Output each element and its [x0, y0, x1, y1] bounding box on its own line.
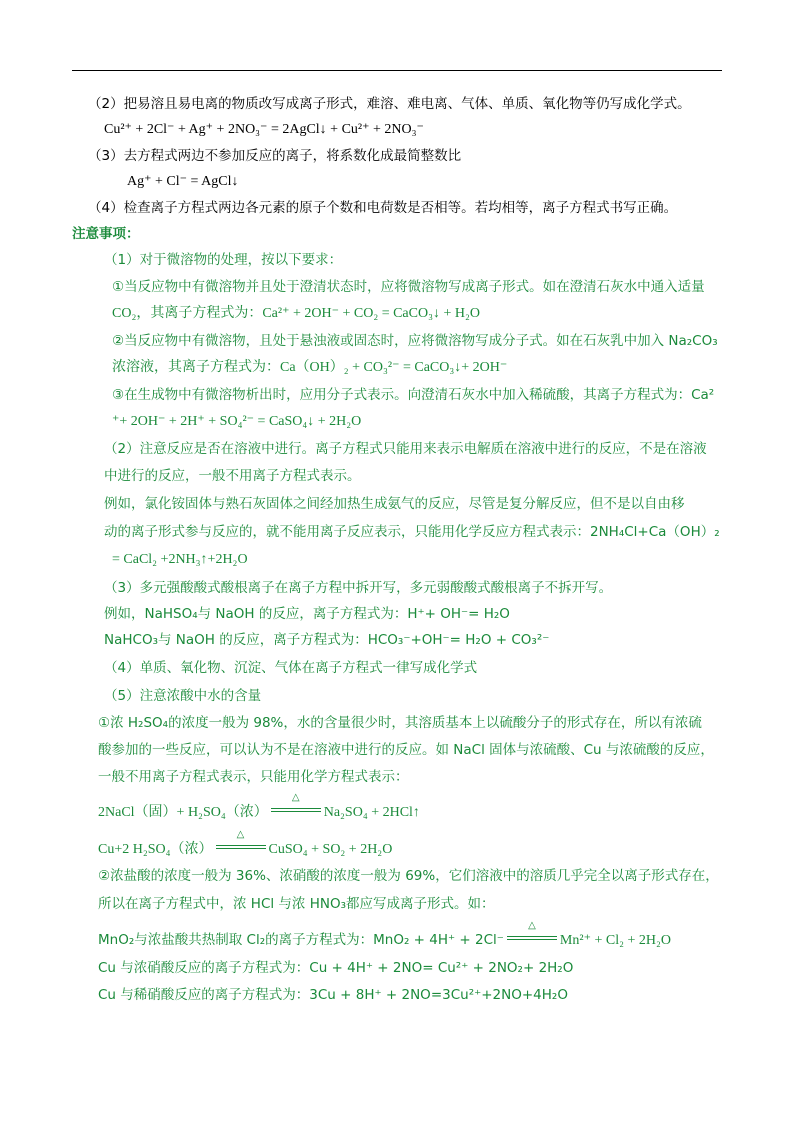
equation-mno2-hcl: [98, 920, 671, 951]
note-3-example-2: NaHCO₃与 NaOH 的反应，离子方程式为：HCO₃⁻+OH⁻= H₂O + CO₃²⁻: [104, 632, 550, 648]
equation-mno2-products: Mn²⁺ + Cl₂ + 2H₂O: [559, 933, 671, 948]
heat-symbol: △: [236, 829, 245, 840]
note-5-item-1: ①浓 H₂SO₄的浓度一般为 98%，水的含量很少时，其溶质基本上以硫酸分子的形式存在，所以有浓硫: [98, 715, 702, 731]
note-1-item-3-equation: ⁺+ 2OH⁻ + 2H⁺ + SO₄²⁻ = CaSO₄↓ + 2H₂O: [112, 414, 362, 429]
note-2-title: （2）注意反应是否在溶液中进行。离子方程式只能用来表示电解质在溶液中进行的反应，不是在溶液: [104, 441, 707, 457]
note-2-text: 中进行的反应，一般不用离子方程式表示。: [104, 468, 361, 484]
heat-condition-icon: [214, 829, 268, 855]
note-1-item-1: ①当反应物中有微溶物并且处于澄清状态时，应将微溶物写成离子形式。如在澄清石灰水中通入适量: [112, 279, 705, 295]
note-2-example: 例如，氯化铵固体与熟石灰固体之间经加热生成氨气的反应，尽管是复分解反应，但不是以自由移: [104, 496, 685, 512]
note-1-item-3: ③在生成物中有微溶物析出时，应用分子式表示。向澄清石灰水中加入稀硫酸，其离子方程式为：Ca²: [112, 387, 715, 403]
step-4-text: （4）检查离子方程式两边各元素的原子个数和电荷数是否相等。若均相等，离子方程式书写正确。: [88, 200, 678, 216]
equation-mno2-reactants: MnO₂与浓盐酸共热制取 Cl₂的离子方程式为：MnO₂ + 4H⁺ + 2Cl⁻: [98, 932, 504, 948]
note-5-item-1-cont-2: 一般不用离子方程式表示，只能用化学方程式表示：: [98, 769, 409, 785]
header-rule: [72, 70, 722, 71]
equation-nacl-h2so4: [98, 792, 420, 823]
step-2-text: （2）把易溶且易电离的物质改写成离子形式，难溶、难电离、气体、单质、氧化物等仍写成化学式。: [88, 96, 691, 112]
equation-cu-conc-hno3: Cu 与浓硝酸反应的离子方程式为：Cu + 4H⁺ + 2NO= Cu²⁺ + 2NO₂+ 2H₂O: [98, 960, 574, 976]
note-5-item-1-cont: 酸参加的一些反应，可以认为不是在溶液中进行的反应。如 NaCl 固体与浓硫酸、Cu 与浓硫酸的反应，: [98, 742, 714, 758]
notes-heading: 注意事项：: [72, 226, 140, 242]
heat-condition-icon: [505, 920, 559, 946]
equation-cu-dilute-hno3: Cu 与稀硝酸反应的离子方程式为：3Cu + 8H⁺ + 2NO=3Cu²⁺+2NO+4H₂O: [98, 987, 568, 1003]
equation-nacl-products: Na₂SO₄ + 2HCl↑: [323, 805, 420, 820]
heat-condition-icon: [269, 792, 323, 818]
heat-symbol: △: [291, 792, 300, 803]
equation-cu-h2so4: [98, 829, 393, 860]
note-5-item-2-cont: 所以在离子方程式中，浓 HCl 与浓 HNO₃都应写成离子形式。如：: [98, 896, 495, 912]
step-3-text: （3）去方程式两边不参加反应的离子，将系数化成最简整数比: [88, 148, 462, 164]
note-1-item-2-equation: 浓溶液，其离子方程式为：Ca（OH）₂ + CO₃²⁻ = CaCO₃↓+ 2OH⁻: [112, 360, 508, 375]
equation-full-ionic: Cu²⁺ + 2Cl⁻ + Ag⁺ + 2NO₃⁻ = 2AgCl↓ + Cu²⁺ + 2NO₃⁻: [104, 122, 424, 137]
note-4-title: （4）单质、氧化物、沉淀、气体在离子方程式一律写成化学式: [104, 660, 478, 676]
note-2-equation: = CaCl₂ +2NH₃↑+2H₂O: [112, 552, 248, 567]
heat-symbol: △: [528, 920, 536, 931]
note-5-title: （5）注意浓酸中水的含量: [104, 688, 262, 704]
note-5-item-2: ②浓盐酸的浓度一般为 36%、浓硝酸的浓度一般为 69%，它们溶液中的溶质几乎完全以离子形式存在，: [98, 868, 719, 884]
note-1-item-1-equation: CO₂，其离子方程式为：Ca²⁺ + 2OH⁻ + CO₂ = CaCO₃↓ + H₂O: [112, 306, 480, 321]
note-3-title: （3）多元强酸酸式酸根离子在离子方程中拆开写，多元弱酸酸式酸根离子不拆开写。: [104, 580, 613, 596]
equation-cu-h2so4-products: CuSO₄ + SO₂ + 2H₂O: [268, 842, 393, 857]
note-1-title: （1）对于微溶物的处理，按以下要求：: [104, 252, 343, 268]
equation-nacl-reactants: 2NaCl（固）+ H₂SO₄（浓）: [98, 805, 268, 820]
equation-cu-h2so4-reactants: Cu+2 H₂SO₄（浓）: [98, 842, 213, 857]
note-2-example-cont: 动的离子形式参与反应的，就不能用离子反应表示，只能用化学反应方程式表示：2NH₄Cl+Ca（OH）₂: [104, 524, 720, 540]
equation-net-ionic: Ag⁺ + Cl⁻ = AgCl↓: [127, 174, 239, 189]
note-1-item-2: ②当反应物中有微溶物，且处于悬浊液或固态时，应将微溶物写成分子式。如在石灰乳中加入 Na₂CO₃: [112, 333, 718, 349]
note-3-example-1: 例如，NaHSO₄与 NaOH 的反应，离子方程式为：H⁺+ OH⁻= H₂O: [104, 606, 510, 622]
